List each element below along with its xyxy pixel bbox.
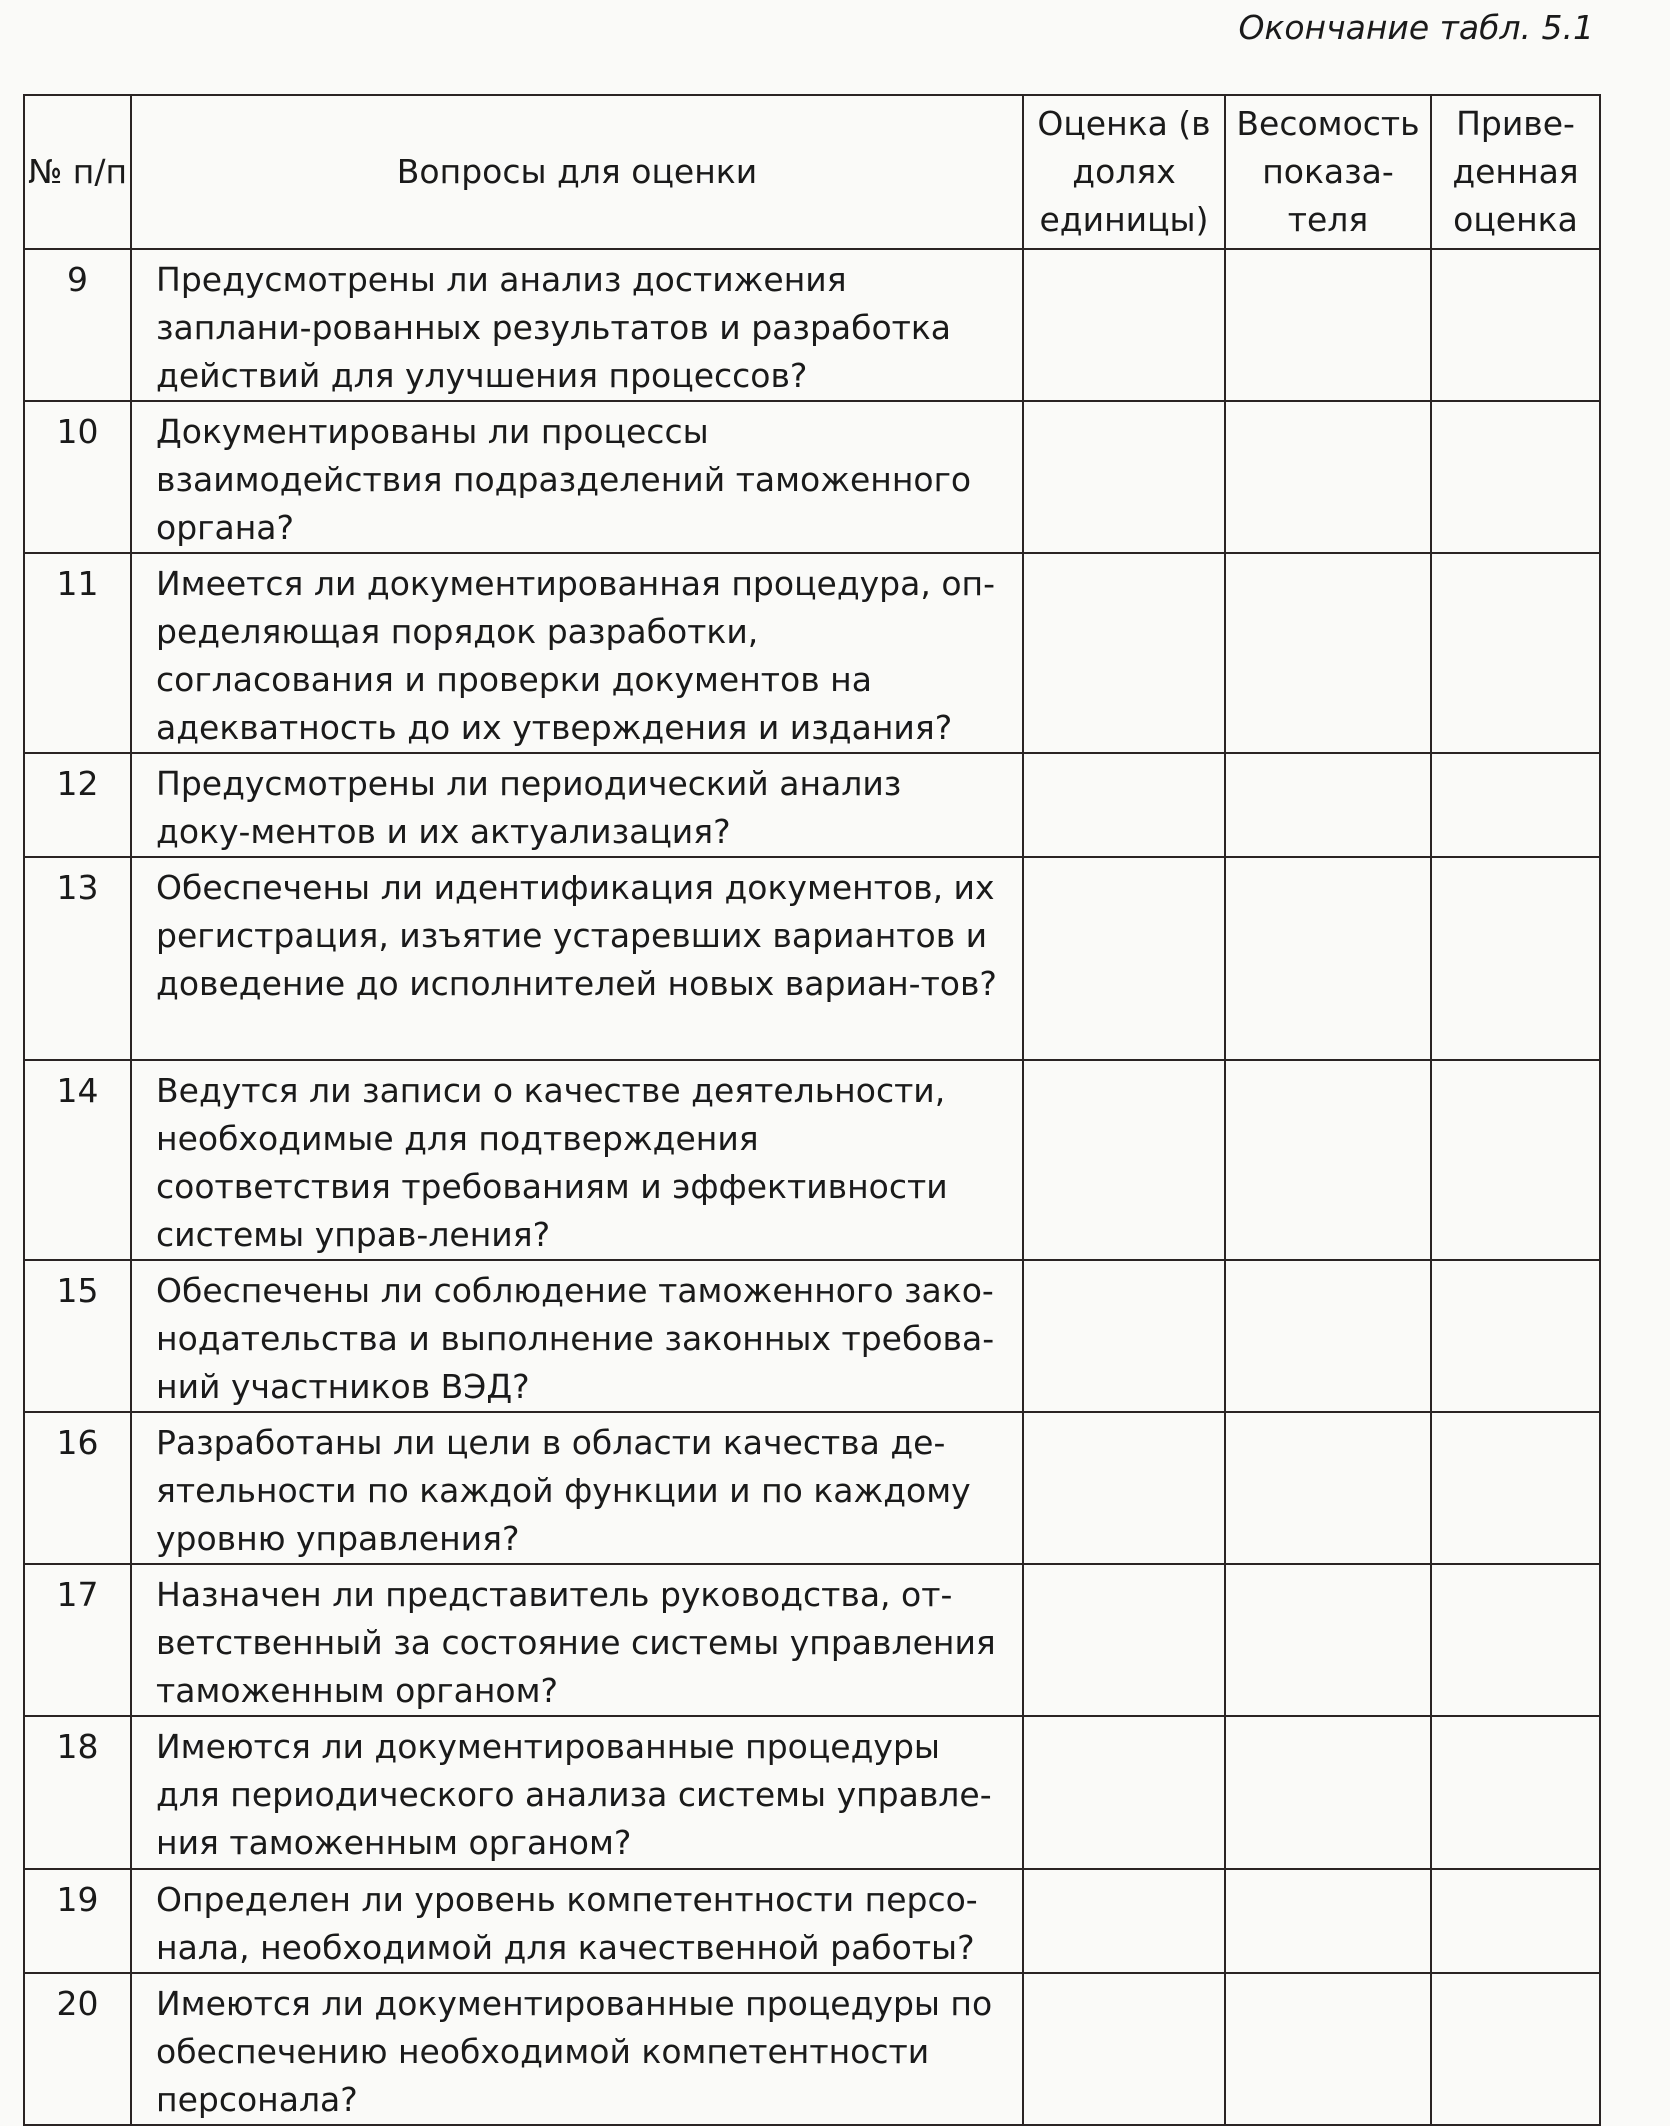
reduced-score-cell (1431, 1716, 1600, 1869)
row-question: Разработаны ли цели в области качества де-ятельности по каждой функции и по каждому уровню управления? (131, 1412, 1023, 1564)
table-row (24, 1060, 1600, 1260)
score-cell (1023, 1564, 1225, 1716)
row-number: 20 (24, 1973, 131, 2125)
weight-cell (1225, 553, 1431, 753)
table-row (24, 857, 1600, 1060)
header-question: Вопросы для оценки (131, 95, 1023, 249)
score-cell (1023, 553, 1225, 753)
row-number: 12 (24, 753, 131, 857)
table-row (24, 1973, 1600, 2125)
reduced-score-cell (1431, 1060, 1600, 1260)
reduced-score-cell (1431, 401, 1600, 553)
row-question: Предусмотрены ли периодический анализ доку-ментов и их актуализация? (131, 753, 1023, 857)
table-row (24, 553, 1600, 753)
table-header-row (24, 95, 1600, 249)
weight-cell (1225, 1716, 1431, 1869)
weight-cell (1225, 1412, 1431, 1564)
score-cell (1023, 1060, 1225, 1260)
table-row (24, 401, 1600, 553)
score-cell (1023, 857, 1225, 1060)
reduced-score-cell (1431, 1412, 1600, 1564)
table-row (24, 1869, 1600, 1973)
score-cell (1023, 753, 1225, 857)
row-question: Обеспечены ли идентификация документов, их регистрация, изъятие устаревших вариантов и доведение до исполнителей новых вариан-тов? (131, 857, 1023, 1060)
weight-cell (1225, 1564, 1431, 1716)
weight-cell (1225, 1260, 1431, 1412)
reduced-score-cell (1431, 553, 1600, 753)
row-number: 15 (24, 1260, 131, 1412)
row-question: Ведутся ли записи о качестве деятельности, необходимые для подтверждения соответствия требованиям и эффективности системы управ-ления? (131, 1060, 1023, 1260)
row-question: Определен ли уровень компетентности персо-нала, необходимой для качественной работы? (131, 1869, 1023, 1973)
reduced-score-cell (1431, 1973, 1600, 2125)
row-number: 14 (24, 1060, 131, 1260)
row-number: 11 (24, 553, 131, 753)
score-cell (1023, 1412, 1225, 1564)
table-row (24, 249, 1600, 401)
score-cell (1023, 401, 1225, 553)
header-weight: Весомость показа-теля (1225, 95, 1431, 249)
row-question: Обеспечены ли соблюдение таможенного зако-нодательства и выполнение законных требова-ний участников ВЭД? (131, 1260, 1023, 1412)
reduced-score-cell (1431, 1260, 1600, 1412)
row-question: Имеются ли документированные процедуры по обеспечению необходимой компетентности персонала? (131, 1973, 1023, 2125)
row-number: 9 (24, 249, 131, 401)
row-number: 16 (24, 1412, 131, 1564)
weight-cell (1225, 401, 1431, 553)
score-cell (1023, 1869, 1225, 1973)
score-cell (1023, 1973, 1225, 2125)
weight-cell (1225, 753, 1431, 857)
table-row (24, 1412, 1600, 1564)
row-question: Имеются ли документированные процедуры для периодического анализа системы управле-ния таможенным органом? (131, 1716, 1023, 1869)
weight-cell (1225, 1060, 1431, 1260)
table-row (24, 1716, 1600, 1869)
header-score: Оценка (в долях единицы) (1023, 95, 1225, 249)
row-question: Назначен ли представитель руководства, от-ветственный за состояние системы управления таможенным органом? (131, 1564, 1023, 1716)
row-number: 17 (24, 1564, 131, 1716)
table-row (24, 1564, 1600, 1716)
row-number: 18 (24, 1716, 131, 1869)
reduced-score-cell (1431, 249, 1600, 401)
weight-cell (1225, 1973, 1431, 2125)
row-question: Предусмотрены ли анализ достижения заплани-рованных результатов и разработка действий для улучшения процессов? (131, 249, 1023, 401)
header-reduced: Приве-денная оценка (1431, 95, 1600, 249)
table-row (24, 1260, 1600, 1412)
weight-cell (1225, 249, 1431, 401)
row-number: 10 (24, 401, 131, 553)
score-cell (1023, 1716, 1225, 1869)
table-caption: Окончание табл. 5.1 (1238, 8, 1594, 47)
row-question: Имеется ли документированная процедура, оп-ределяющая порядок разработки, согласования и проверки документов на адекватность до их утверждения и издания? (131, 553, 1023, 753)
table-row (24, 753, 1600, 857)
weight-cell (1225, 1869, 1431, 1973)
score-cell (1023, 249, 1225, 401)
reduced-score-cell (1431, 1869, 1600, 1973)
row-number: 19 (24, 1869, 131, 1973)
row-number: 13 (24, 857, 131, 1060)
weight-cell (1225, 857, 1431, 1060)
score-cell (1023, 1260, 1225, 1412)
reduced-score-cell (1431, 1564, 1600, 1716)
header-num: № п/п (24, 95, 131, 249)
assessment-table (23, 94, 1601, 2126)
row-question: Документированы ли процессы взаимодействия подразделений таможенного органа? (131, 401, 1023, 553)
reduced-score-cell (1431, 753, 1600, 857)
reduced-score-cell (1431, 857, 1600, 1060)
